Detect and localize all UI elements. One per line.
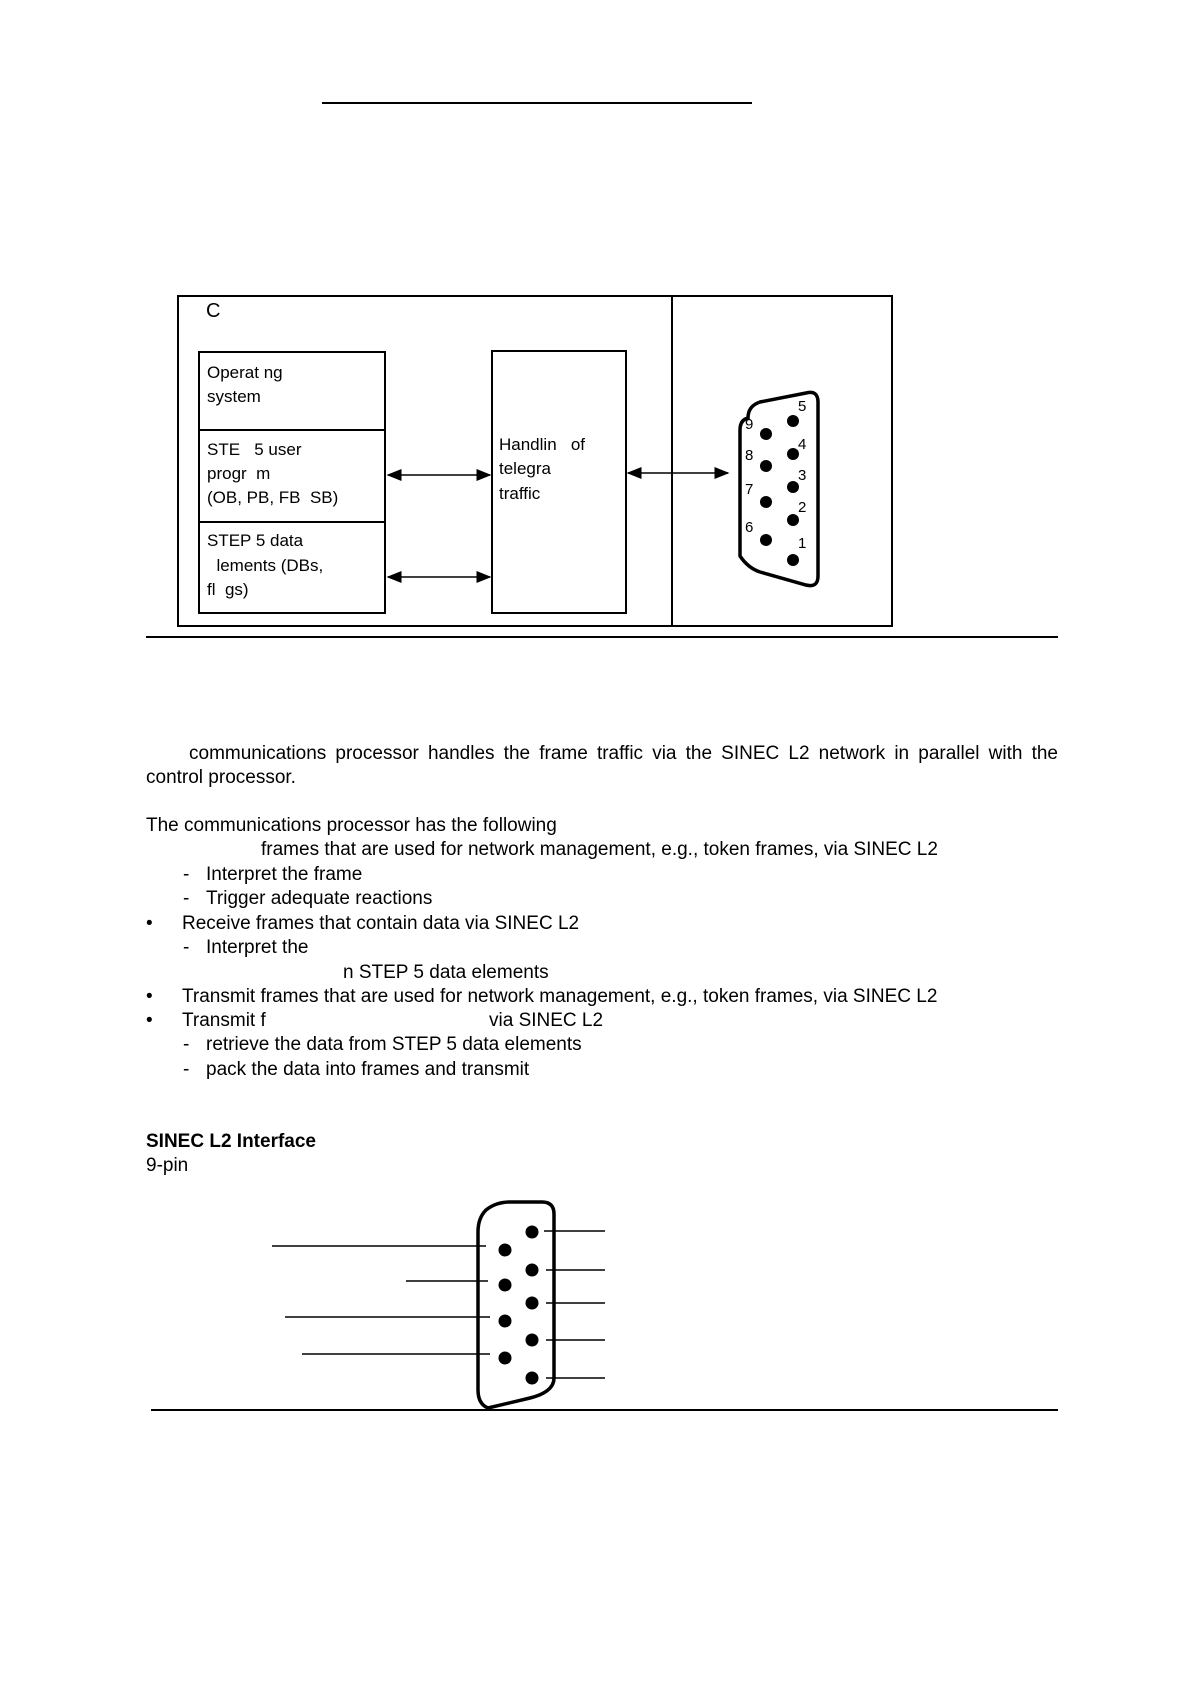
pin-8-dot [760,460,772,472]
sub-interpret-the: Interpret the [206,937,309,958]
dash-2: - [183,888,190,909]
figure-rule-1 [146,636,1058,638]
pin-1-dot [787,554,799,566]
corner-label: C [206,300,221,322]
sub-trigger-reactions: Trigger adequate reactions [206,888,433,909]
data-elements-line-2: lements (DBs, [207,556,324,575]
pin-label-6: 6 [745,519,754,536]
sub-pack-data: pack the data into frames and transmit [206,1059,530,1080]
bullet-transmit-f: Transmit f [182,1010,266,1031]
bullet-3: • [146,1010,153,1031]
data-elements-line-1: STEP 5 data [207,531,304,550]
handling-line-2: telegra [499,459,551,478]
large-pin-right-3 [526,1297,539,1310]
large-pin-right-4 [526,1334,539,1347]
handling-line-1: Handlin of [499,435,585,454]
cp-block-diagram [0,0,1194,650]
pin-label-3: 3 [798,467,807,484]
large-pin-left-4 [499,1352,512,1365]
bullet-transmit-f-tail: via SINEC L2 [489,1010,604,1031]
box-handling-traffic [492,351,626,613]
dash-1: - [183,864,190,885]
large-pin-left-1 [499,1244,512,1257]
pin-5-dot [787,415,799,427]
pin-label-9: 9 [745,416,754,433]
large-pin-right-2 [526,1264,539,1277]
bullet-receive-data: Receive frames that contain data via SINEC L2 [182,913,580,934]
paragraph-1: communications processor handles the frame traffic via the SINEC L2 network in parallel with the control processor. [146,743,1058,788]
pin-label-1: 1 [798,535,807,552]
large-pin-right-1 [526,1226,539,1239]
bullet-transmit-management: Transmit frames that are used for network management, e.g., token frames, via SINEC L2 [182,986,938,1007]
sub-retrieve-data: retrieve the data from STEP 5 data elements [206,1034,582,1055]
sub-interpret-frame: Interpret the frame [206,864,363,885]
data-elements-line-3: fl gs) [207,580,249,599]
pin-9-dot [760,428,772,440]
bullet-1: • [146,913,153,934]
interface-heading: SINEC L2 Interface [146,1131,316,1152]
pin-label-8: 8 [745,447,754,464]
operating-line-2: system [207,387,261,406]
interface-subheading: 9-pin [146,1155,189,1176]
pin-label-5: 5 [798,398,807,415]
bullet-2: • [146,986,153,1007]
interface-connector-figure [0,1190,1194,1430]
pin-label-2: 2 [798,499,807,516]
large-pin-right-5 [526,1372,539,1385]
user-program-line-3: (OB, PB, FB SB) [207,488,339,507]
line-frames-management: frames that are used for network management, e.g., token frames, via SINEC L2 [261,839,938,860]
user-program-line-1: STE 5 user [207,440,302,459]
large-pin-left-2 [499,1279,512,1292]
pin-7-dot [760,496,772,508]
pin-6-dot [760,534,772,546]
paragraph-2: The communications processor has the following [146,815,557,836]
connector-shell-large [478,1202,554,1408]
line-step5-elements: n STEP 5 data elements [343,962,549,983]
dash-4: - [183,1034,190,1055]
large-pin-left-3 [499,1315,512,1328]
pin-label-4: 4 [798,436,807,453]
pin-label-7: 7 [745,481,754,498]
user-program-line-2: progr m [207,464,271,483]
dash-3: - [183,937,190,958]
dash-5: - [183,1059,190,1080]
figure-rule-2 [151,1409,1058,1411]
operating-line-1: Operat ng [207,363,283,382]
handling-line-3: traffic [499,484,541,503]
